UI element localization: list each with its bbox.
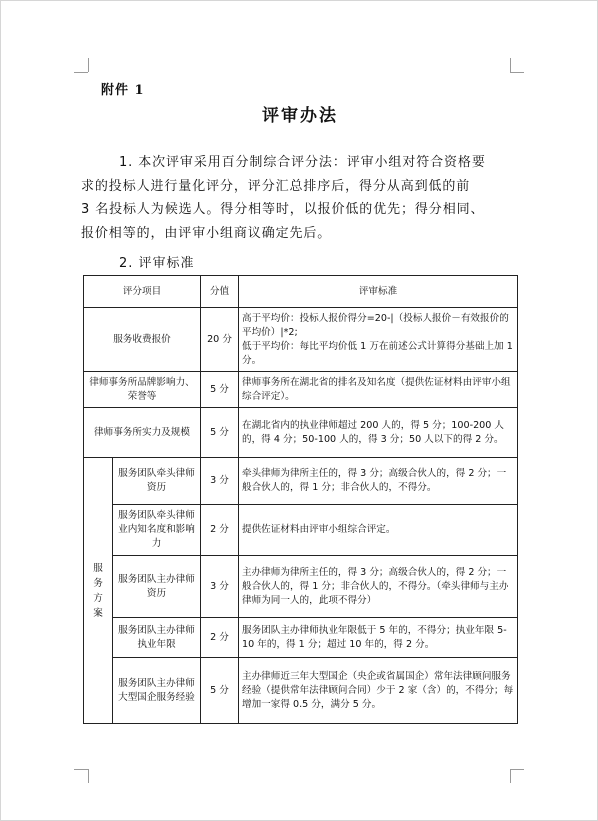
score-cell: 2 分: [201, 618, 239, 658]
score-cell: 5 分: [201, 658, 239, 724]
document-title: 评审办法: [262, 106, 338, 126]
score-cell: 20 分: [201, 308, 239, 372]
header-score: 分值: [201, 276, 239, 308]
score-cell: 5 分: [201, 408, 239, 458]
item-cell: 服务团队主办律师大型国企服务经验: [113, 658, 201, 724]
table-header-row: [84, 276, 518, 308]
paragraph-line: 1. 本次评审采用百分制综合评分法：评审小组对符合资格要: [119, 155, 486, 170]
criteria-cell: 服务团队主办律师执业年限低于 5 年的，不得分；执业年限 5-10 年的，得 1 分；超过 10 年的，得 2 分。: [239, 618, 518, 658]
paragraph-line: 求的投标人进行量化评分，评分汇总排序后，得分从高到低的前: [81, 178, 471, 194]
item-cell: 服务收费报价: [84, 308, 201, 372]
score-cell: 3 分: [201, 556, 239, 618]
item-cell: 服务团队主办律师资历: [113, 556, 201, 618]
table-row: [84, 505, 518, 556]
criteria-table: [83, 275, 518, 724]
criteria-subheading: 2. 评审标准: [119, 256, 195, 271]
criteria-line: 低于平均价：每比平均价低 1 万在前述公式计算得分基础上加 1 分。: [242, 340, 513, 366]
criteria-cell: 在湖北省内的执业律师超过 200 人的，得 5 分；100-200 人的，得 4 分；50-100 人的，得 3 分；50 人以下的得 2 分。: [239, 408, 518, 458]
attachment-label: 附件 1: [101, 83, 145, 98]
group-label-cell: [84, 458, 113, 724]
item-cell: 律师事务所品牌影响力、荣誉等: [84, 372, 201, 408]
table-row: [84, 458, 518, 505]
criteria-cell: 牵头律师为律所主任的，得 3 分；高级合伙人的，得 2 分；一般合伙人的，得 1 分；非合伙人的，不得分。: [239, 458, 518, 505]
paragraph-line: 3 名投标人为候选人。得分相等时，以报价低的优先；得分相同、: [81, 202, 485, 217]
group-label: 服务方案: [93, 562, 103, 619]
header-item: 评分项目: [84, 276, 201, 308]
table-row: [84, 308, 518, 372]
table-row: [84, 408, 518, 458]
item-cell: 律师事务所实力及规模: [84, 408, 201, 458]
scoring-method-paragraph: [81, 151, 521, 245]
header-criteria: 评审标准: [239, 276, 518, 308]
criteria-cell: 主办律师为律所主任的，得 3 分；高级合伙人的，得 2 分；一般合伙人的，得 1 分；非合伙人的，不得分。（牵头律师与主办律师为同一人的，此项不得分）: [239, 556, 518, 618]
criteria-cell: 主办律师近三年大型国企（央企或省属国企）常年法律顾问服务经验（提供常年法律顾问合同）少于 2 家（含）的，不得分；每增加一家得 0.5 分，满分 5 分。: [239, 658, 518, 724]
criteria-cell: [239, 308, 518, 372]
score-cell: 3 分: [201, 458, 239, 505]
paragraph-line: 报价相等的，由评审小组商议确定先后。: [81, 225, 332, 241]
score-cell: 5 分: [201, 372, 239, 408]
table-row: [84, 556, 518, 618]
item-cell: 服务团队牵头律师资历: [113, 458, 201, 505]
criteria-cell: 提供佐证材料由评审小组综合评定。: [239, 505, 518, 556]
criteria-line: 高于平均价：投标人报价得分=20-|（投标人报价－有效报价的平均价）|*2;: [242, 312, 509, 338]
item-cell: 服务团队牵头律师业内知名度和影响力: [113, 505, 201, 556]
score-cell: 2 分: [201, 505, 239, 556]
table-row: [84, 658, 518, 724]
item-cell: 服务团队主办律师执业年限: [113, 618, 201, 658]
table-row: [84, 372, 518, 408]
criteria-cell: 律师事务所在湖北省的排名及知名度（提供佐证材料由评审小组综合评定）。: [239, 372, 518, 408]
table-row: [84, 618, 518, 658]
